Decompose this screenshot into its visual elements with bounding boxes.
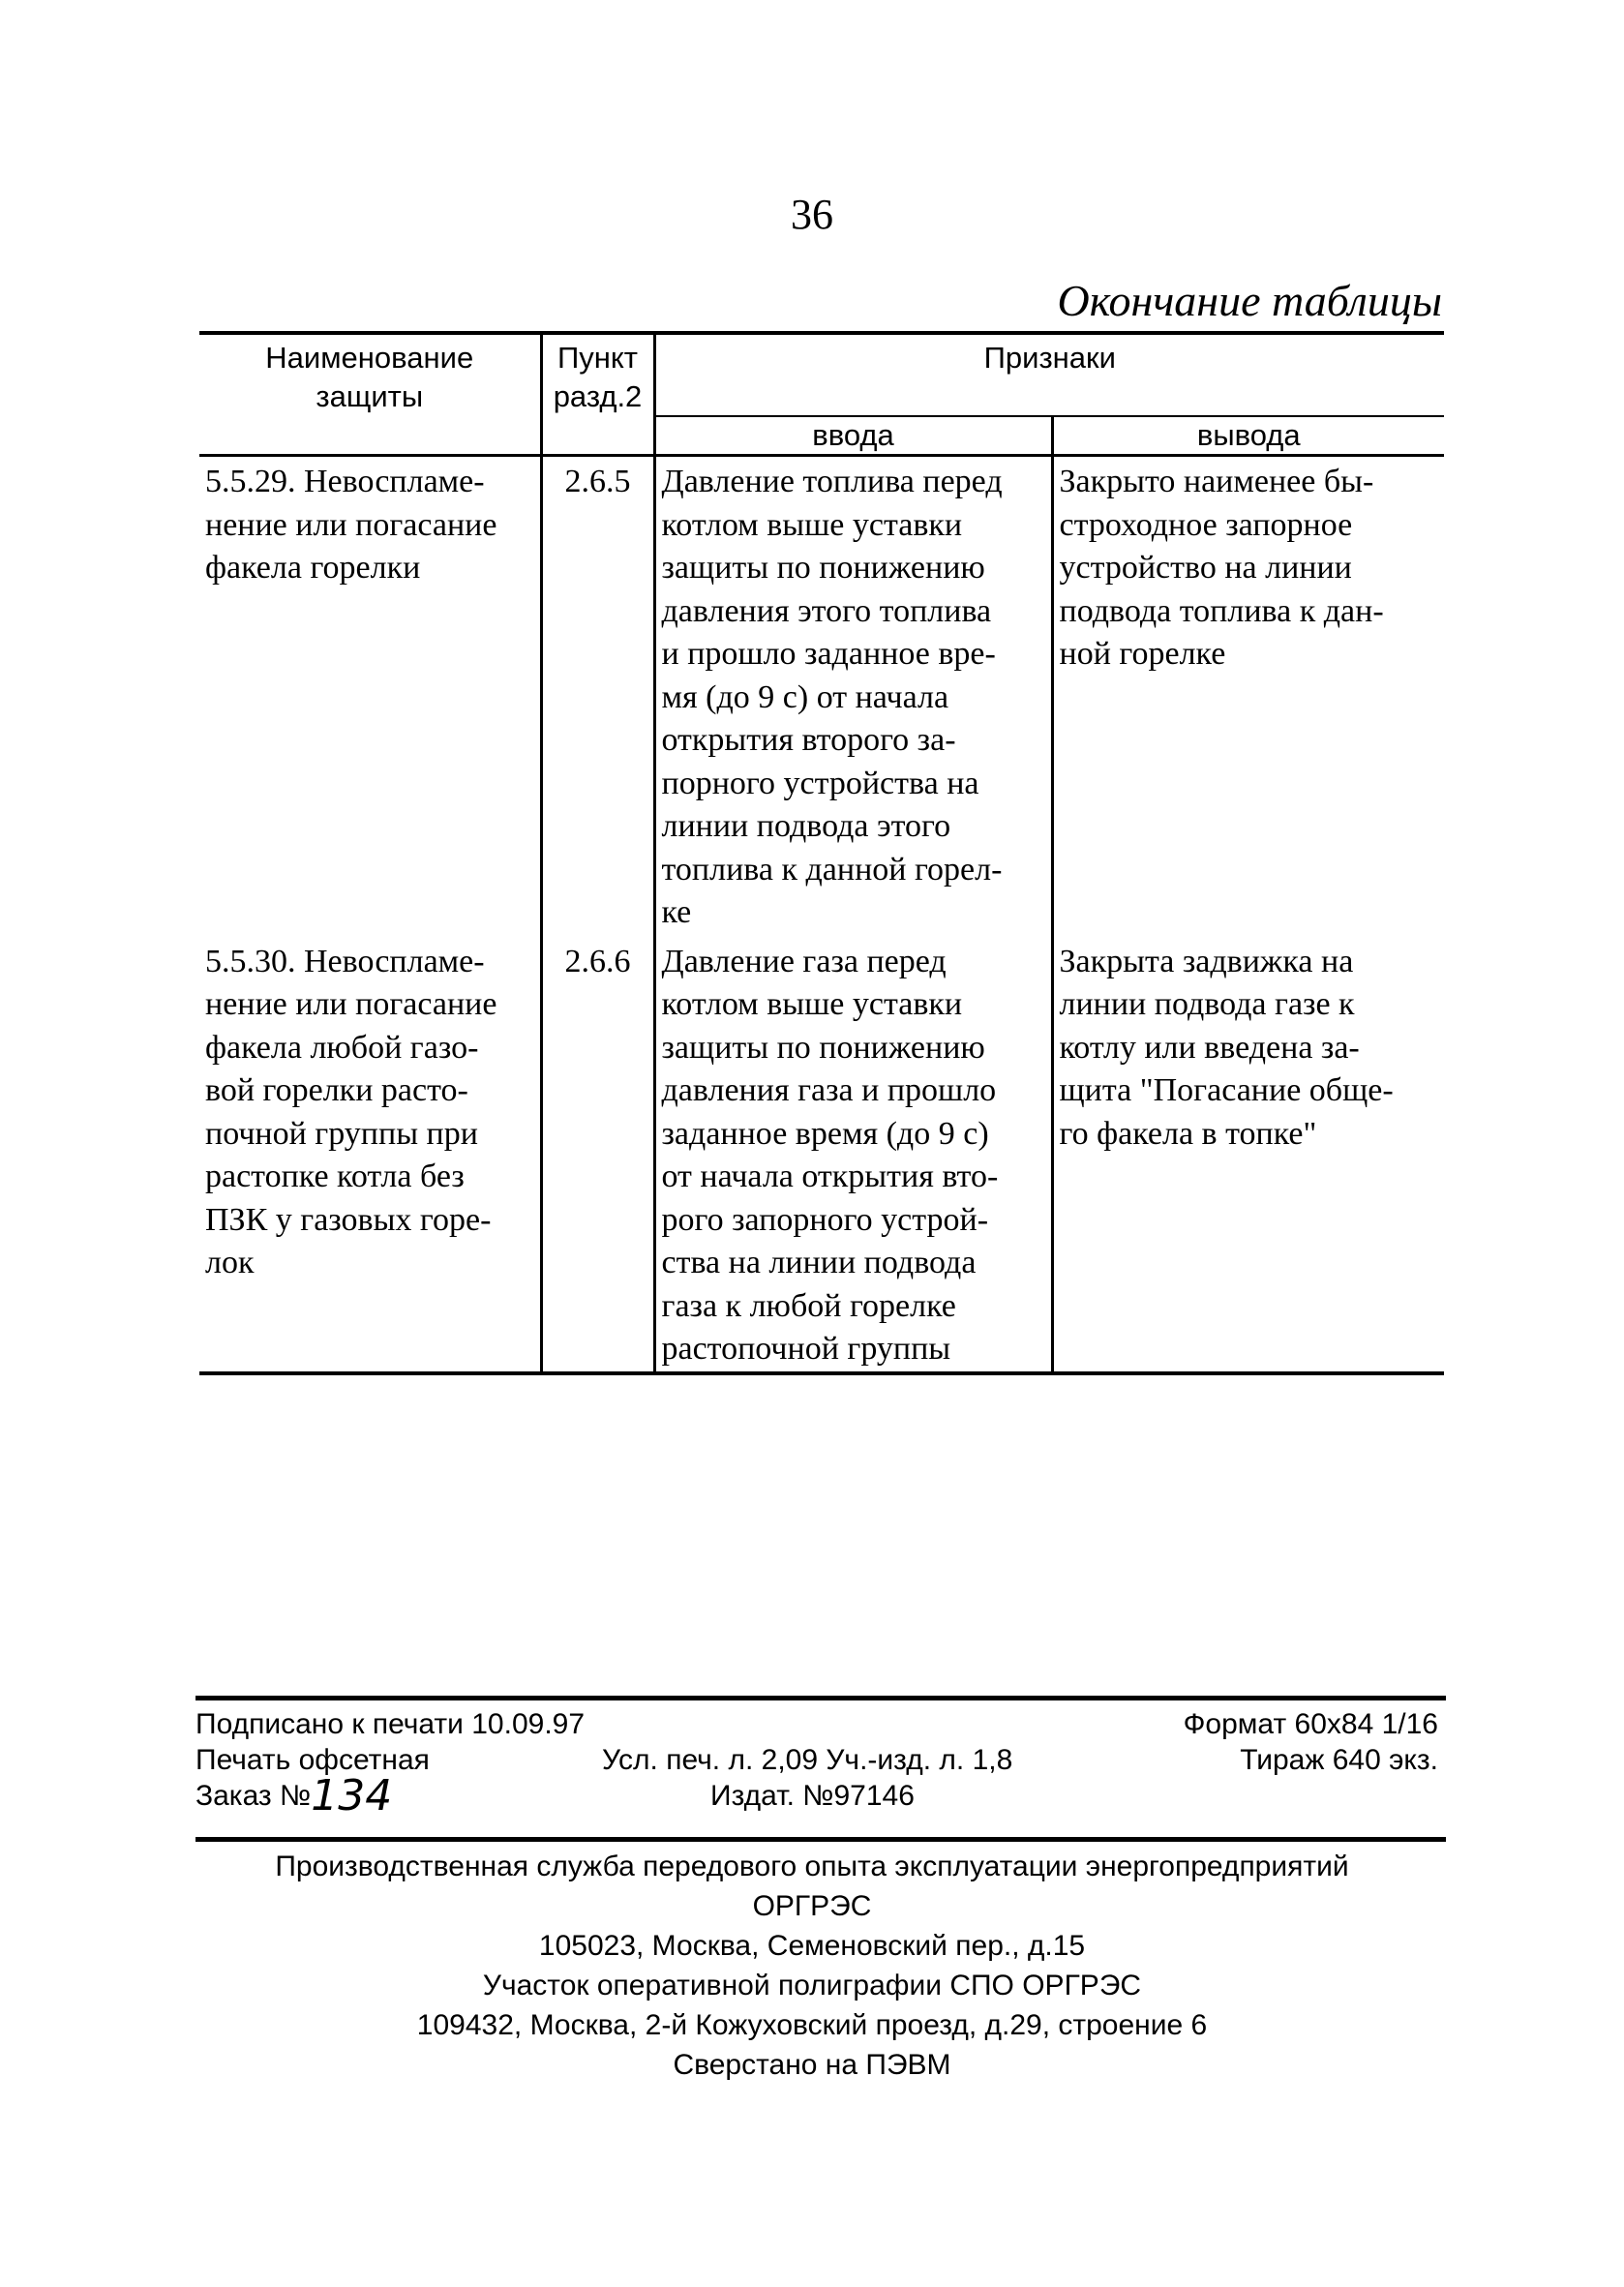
publisher-line-3: 105023, Москва, Семеновский пер., д.15 — [538, 1930, 1086, 1962]
page-number: 36 — [791, 191, 833, 238]
header-input: ввода — [654, 416, 1052, 456]
table-row — [199, 935, 1444, 1373]
printed-sheets — [602, 1742, 1012, 1778]
order — [195, 1771, 393, 1821]
header-output: вывода — [1052, 416, 1444, 456]
header-row-sub — [199, 416, 1444, 456]
publisher-line-1: Производственная служба передового опыта эксплуатации энергопредприятий — [275, 1851, 1349, 1882]
imprint-row-1 — [195, 1706, 1446, 1742]
imprint-row-3 — [195, 1771, 1446, 1821]
header-clause: Пункт разд.2 — [541, 333, 654, 416]
header-name: Наименование защиты — [199, 333, 541, 416]
publication-sheets: Уч.-изд. л. 1,8 — [826, 1744, 1013, 1776]
table-caption: Окончание таблицы — [1057, 276, 1442, 325]
publisher-block — [0, 1847, 1624, 2085]
signed-for-print: Подписано к печати 10.09.97 — [195, 1708, 586, 1740]
row-2-output: Закрыта задвижка на линии подвода газе к котлу или введена за- щита "Погасание обще- го факела в топке" — [1052, 935, 1444, 1373]
order-label: Заказ № — [195, 1780, 312, 1812]
row-1-name: 5.5.29. Невоспламе- нение или погасание факела горелки — [205, 464, 497, 586]
publisher-line-6: Сверстано на ПЭВМ — [673, 2049, 951, 2081]
imprint-block — [195, 1696, 1446, 1821]
order-number-handwritten: 134 — [311, 1771, 393, 1821]
row-1-clause: 2.6.5 — [541, 456, 654, 935]
header-signs: Признаки — [654, 333, 1444, 415]
row-1-input: Давление топлива перед котлом выше уставки защиты по понижению давления этого топлива и прошло заданное вре- мя (до 9 с) от начала открытия второго за- порного устройства на линии подвода этого топлива к данной горел- ке — [654, 456, 1052, 935]
printed-sheets-text: Усл. печ. л. 2,09 — [602, 1744, 819, 1776]
header-row-top — [199, 333, 1444, 415]
publisher-line-5: 109432, Москва, 2-й Кожуховский проезд, д.29, строение 6 — [416, 2009, 1208, 2041]
publisher-line-2: ОРГРЭС — [752, 1890, 872, 1922]
circulation: Тираж 640 экз. — [1240, 1744, 1438, 1776]
row-2-clause: 2.6.6 — [541, 935, 654, 1373]
row-2-name: 5.5.30. Невоспламе- нение или погасание факела любой газо- вой горелки расто- почной группы при растопке котла без ПЗК у газовых горе- лок — [199, 935, 541, 1373]
paper-format: Формат 60х84 1/16 — [1183, 1708, 1438, 1740]
publication-number: Издат. №97146 — [710, 1780, 915, 1812]
print-type: Печать офсетная — [195, 1744, 430, 1776]
specification-table — [199, 331, 1444, 1375]
publisher-line-4: Участок оперативной полиграфии СПО ОРГРЭС — [482, 1970, 1142, 2001]
table-row — [199, 456, 1444, 935]
row-2-input: Давление газа перед котлом выше уставки защиты по понижению давления газа и прошло заданное время (до 9 с) от начала открытия вто- рого запорного устрой- ства на линии подвода газа к любой горелке растопочной группы — [654, 935, 1052, 1373]
imprint-bottom-rule — [195, 1837, 1446, 1842]
row-1-output: Закрыто наименее бы- строходное запорное устройство на линии подвода топлива к дан- ной горелке — [1052, 456, 1444, 935]
